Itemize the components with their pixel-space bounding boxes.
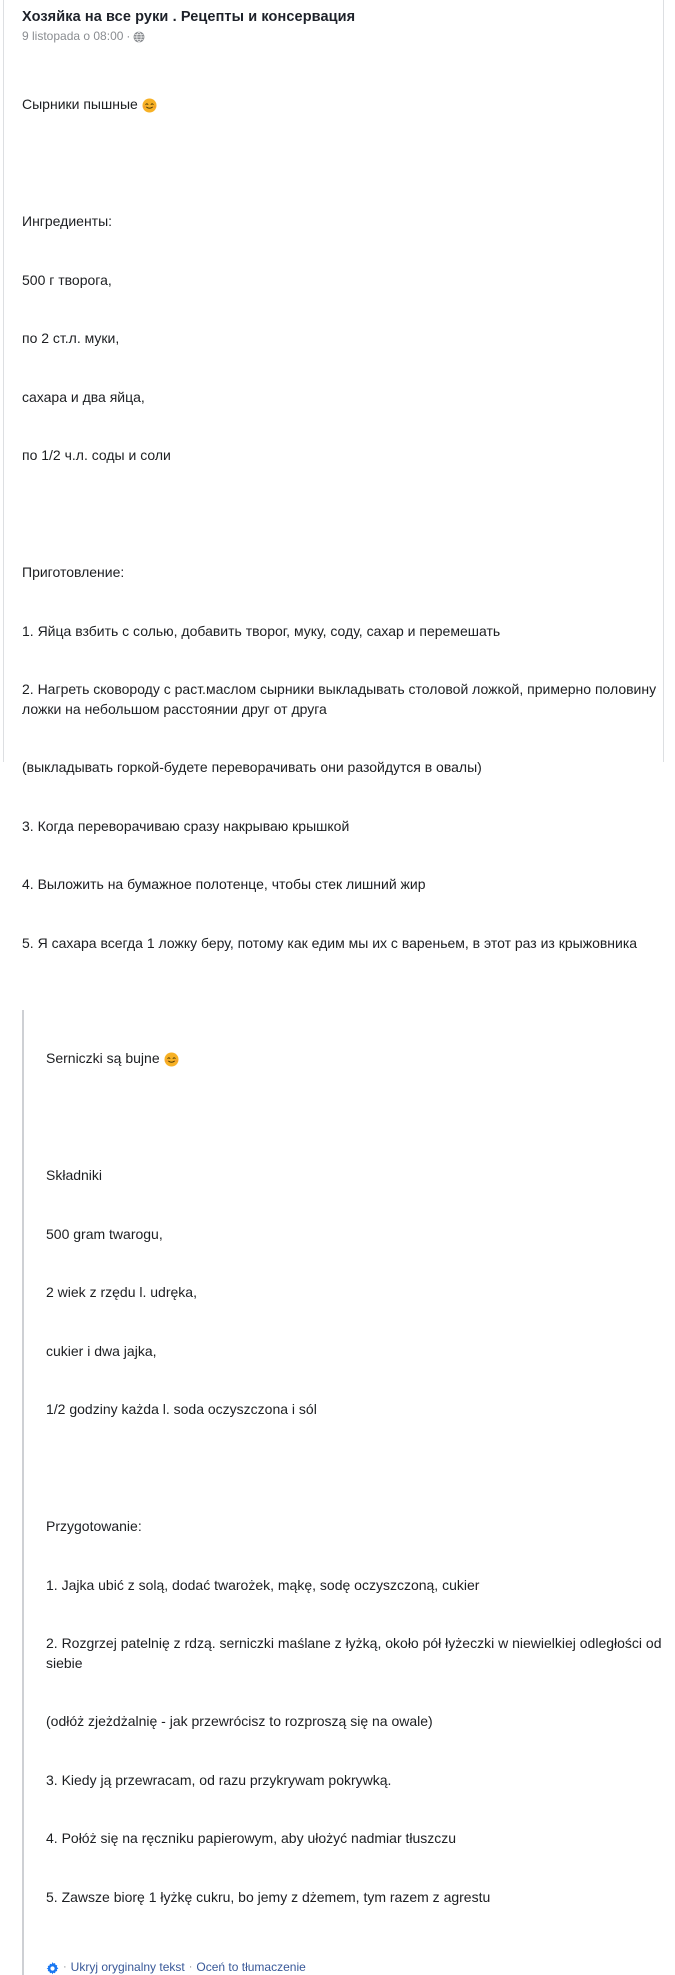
post-body-text — [22, 56, 663, 992]
post-meta — [22, 28, 663, 44]
rate-translation-link[interactable]: Oceń to tłumaczenie — [196, 1960, 306, 1974]
meta-separator: · — [126, 29, 131, 43]
smiling-face-emoji — [164, 1052, 179, 1068]
post-body-line: 500 г творога, — [22, 271, 112, 288]
post-body-line — [22, 95, 663, 115]
translation-line: 5. Zawsze biorę 1 łyżkę cukru, bo jemy z dżemem, tym razem z agrestu — [46, 1888, 491, 1905]
translation-line: 1. Jajka ubić z solą, dodać twarożek, mąkę, sodę oczyszczoną, cukier — [46, 1576, 480, 1593]
translation-line: 2. Rozgrzej patelnię z rdzą. serniczki maślane z łyżką, około pół łyżeczki w niewielkiej odległości od siebie — [46, 1635, 666, 1671]
translation-body-text — [46, 1010, 666, 1946]
translation-line: 3. Kiedy ją przewracam, od razu przykrywam pokrywką. — [46, 1771, 392, 1788]
post-body-line: 3. Когда переворачиваю сразу накрываю крышкой — [22, 817, 350, 834]
translation-line: 4. Połóż się na ręczniku papierowym, aby ułożyć nadmiar tłuszczu — [46, 1830, 457, 1846]
globe-icon[interactable] — [133, 31, 145, 43]
translation-line — [46, 1049, 663, 1069]
translation-line: 1/2 godziny każda l. soda oczyszczona i sól — [46, 1401, 317, 1417]
page-title[interactable]: Хозяйка на все руки . Рецепты и консервация — [22, 9, 356, 25]
post-body-line-text: Сырники пышные — [22, 96, 142, 112]
translation-line — [46, 1108, 663, 1128]
translation-line: 2 wiek z rzędu l. udręka, — [46, 1284, 197, 1300]
translation-line: 500 gram twarogu, — [46, 1225, 163, 1242]
post-body-line: Ингредиенты: — [22, 213, 113, 229]
translation-line: Przygotowanie: — [46, 1518, 142, 1534]
footer-separator-2: · — [188, 1961, 193, 1973]
post-body-line — [22, 154, 663, 174]
post-timestamp[interactable]: 9 listopada o 08:00 — [22, 29, 124, 43]
post-body-line: 4. Выложить на бумажное полотенце, чтобы стек лишний жир — [22, 876, 426, 892]
gear-icon[interactable] — [46, 1962, 59, 1975]
smiling-face-emoji — [142, 98, 157, 114]
post-body-line: 5. Я сахара всегда 1 ложку беру, потому как едим мы их с вареньем, в этот раз из крыжовника — [22, 934, 638, 951]
post-body-line: по 2 ст.л. муки, — [22, 330, 120, 346]
translation-line: Składniki — [46, 1167, 103, 1183]
hide-original-text-link[interactable]: Ukryj oryginalny tekst — [70, 1960, 185, 1974]
post-body-line: по 1/2 ч.л. соды и соли — [22, 447, 171, 463]
post-body-line: 1. Яйца взбить с солью, добавить творог, муку, соду, сахар и перемешать — [22, 622, 501, 639]
translation-line — [46, 1459, 663, 1479]
translation-footer — [46, 1959, 663, 1975]
translated-text-block — [22, 1010, 666, 1975]
post-body-line: сахара и два яйца, — [22, 388, 145, 405]
post-body-line: Приготовление: — [22, 564, 125, 580]
post-body-line — [22, 505, 663, 525]
translation-line: cukier i dwa jajka, — [46, 1342, 157, 1359]
post-body-line: 2. Нагреть сковороду с раст.маслом сырники выкладывать столовой ложкой, примерно половину ложки на небольшом расстоянии друг от друга — [22, 681, 660, 717]
post-body-line: (выкладывать горкой-будете переворачивать они разойдутся в овалы) — [22, 759, 482, 775]
translation-line-text: Serniczki są bujne — [46, 1050, 164, 1066]
footer-separator-1: · — [63, 1961, 67, 1973]
translation-line: (odłóż zjeżdżalnię - jak przewrócisz to rozproszą się na owale) — [46, 1713, 433, 1729]
